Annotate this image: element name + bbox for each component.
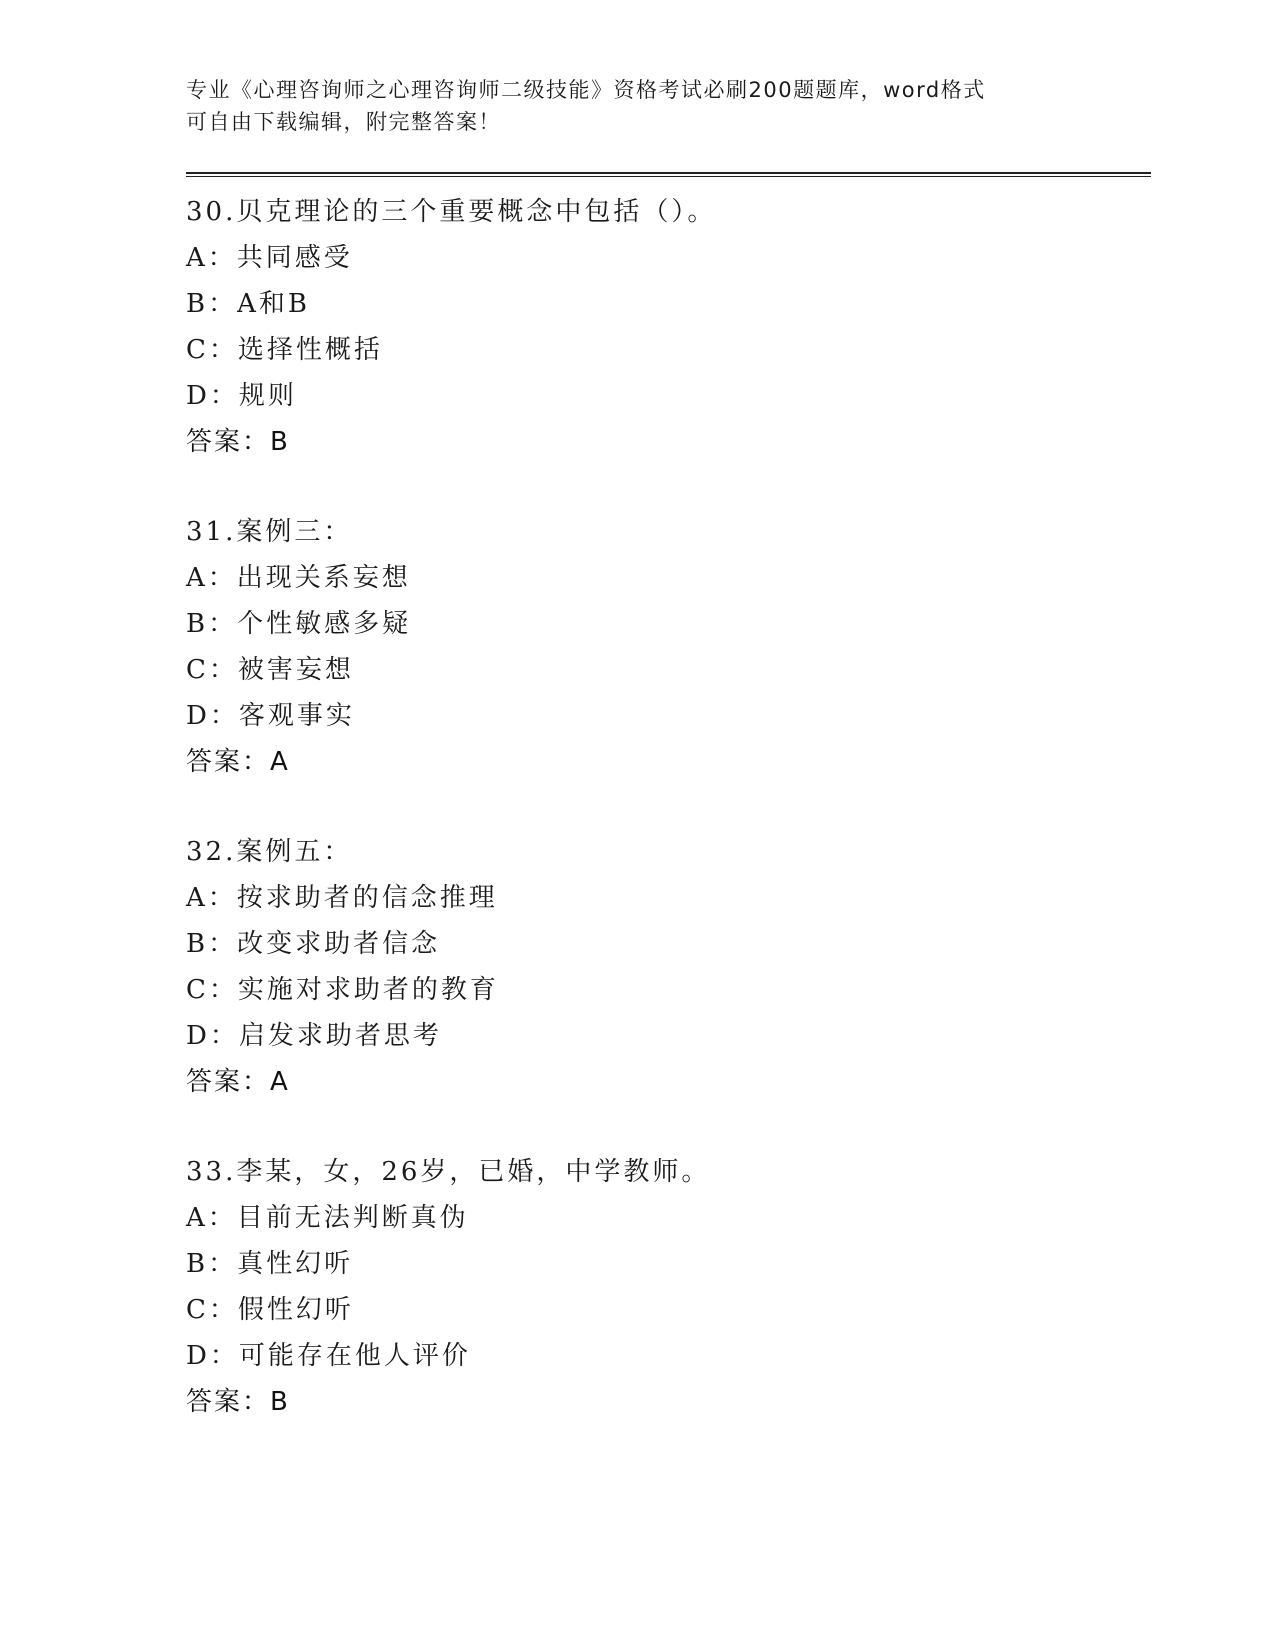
option-d: D：可能存在他人评价 — [186, 1341, 471, 1371]
header-line-1: 专业《心理咨询师之心理咨询师二级技能》资格考试必刷200题题库，word格式 — [186, 78, 986, 102]
question-30 — [186, 189, 1151, 465]
option-c: C：被害妄想 — [186, 655, 354, 685]
option-a: A：出现关系妄想 — [186, 563, 411, 593]
header-divider — [186, 172, 1151, 177]
answer-text: 答案：A — [186, 1067, 290, 1097]
question-33 — [186, 1149, 1151, 1425]
option-a: A：共同感受 — [186, 243, 353, 273]
option-d: D：启发求助者思考 — [186, 1021, 442, 1051]
question-stem: 30.贝克理论的三个重要概念中包括（）。 — [186, 197, 717, 227]
option-d: D：客观事实 — [186, 701, 355, 731]
answer-text: 答案：B — [186, 427, 290, 457]
answer-text: 答案：A — [186, 747, 290, 777]
option-c: C：假性幻听 — [186, 1295, 354, 1325]
option-d: D：规则 — [186, 381, 297, 411]
document-header — [186, 74, 1151, 138]
option-b: B：改变求助者信念 — [186, 929, 441, 959]
question-31 — [186, 509, 1151, 785]
option-c: C：实施对求助者的教育 — [186, 975, 499, 1005]
question-stem: 33.李某，女，26岁，已婚，中学教师。 — [186, 1157, 711, 1187]
option-a: A：按求助者的信念推理 — [186, 883, 498, 913]
question-stem: 31.案例三： — [186, 517, 353, 547]
option-a: A：目前无法判断真伪 — [186, 1203, 469, 1233]
option-b: B：个性敏感多疑 — [186, 609, 412, 639]
header-line-2: 可自由下载编辑，附完整答案！ — [186, 110, 501, 134]
answer-text: 答案：B — [186, 1387, 290, 1417]
option-b: B：A和B — [186, 289, 310, 319]
question-stem: 32.案例五： — [186, 837, 353, 867]
option-c: C：选择性概括 — [186, 335, 383, 365]
question-32 — [186, 829, 1151, 1105]
document-page — [186, 74, 1151, 1425]
option-b: B：真性幻听 — [186, 1249, 354, 1279]
